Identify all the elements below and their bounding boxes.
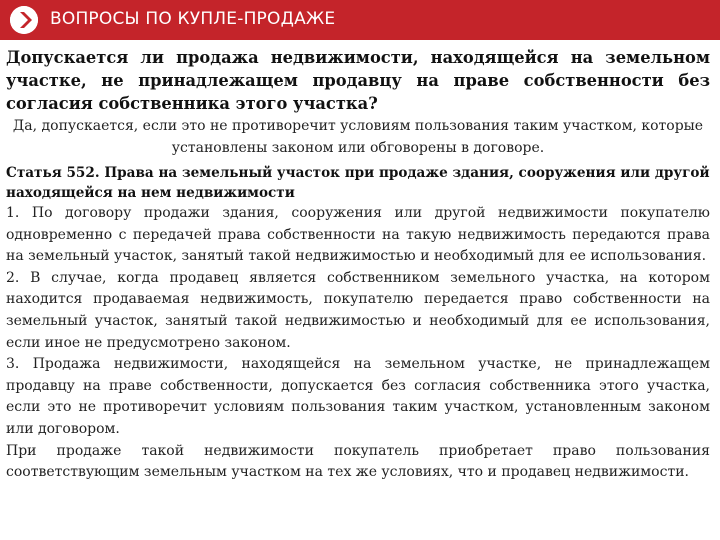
title-bar <box>0 0 720 40</box>
chevron-right-icon <box>10 6 38 34</box>
article-paragraph-2: 2. В случае, когда продавец является собственником земельного участка, на котором находится продаваемая недвижимость, покупателю передается право собственности на земельный участок, занятый такой недвижимостью и необходимый для ее использования, если иное не предусмотрено законом. <box>6 269 710 351</box>
answer-text: Да, допускается, если это не противоречит условиям пользования таким участком, которые установлены законом или обговорены в договоре. <box>12 118 704 156</box>
question-text: Допускается ли продажа недвижимости, находящейся на земельном участке, не принадлежащем продавцу на праве собственности без согласия собственника этого участка? <box>6 48 710 113</box>
article-heading: Статья 552. Права на земельный участок при продаже здания, сооружения или другой находящейся на нем недвижимости <box>6 165 710 201</box>
page-title: ВОПРОСЫ ПО КУПЛЕ-ПРОДАЖЕ <box>50 9 336 29</box>
document-body <box>6 46 710 484</box>
article-paragraph-4: При продаже такой недвижимости покупатель приобретает право пользования соответствующим земельным участком на тех же условиях, что и продавец недвижимости. <box>6 442 710 481</box>
article-paragraph-1: 1. По договору продажи здания, сооружения или другой недвижимости покупателю одновременно с передачей права собственности на такую недвижимость передаются права на земельный участок, занятый такой недвижимостью и необходимый для ее использования. <box>6 205 710 265</box>
article-paragraph-3: 3. Продажа недвижимости, находящейся на земельном участке, не принадлежащем продавцу на праве собственности, допускается без согласия собственника этого участка, если это не противоречит условиям пользования таким участком, установленным законом или договором. <box>6 356 710 437</box>
